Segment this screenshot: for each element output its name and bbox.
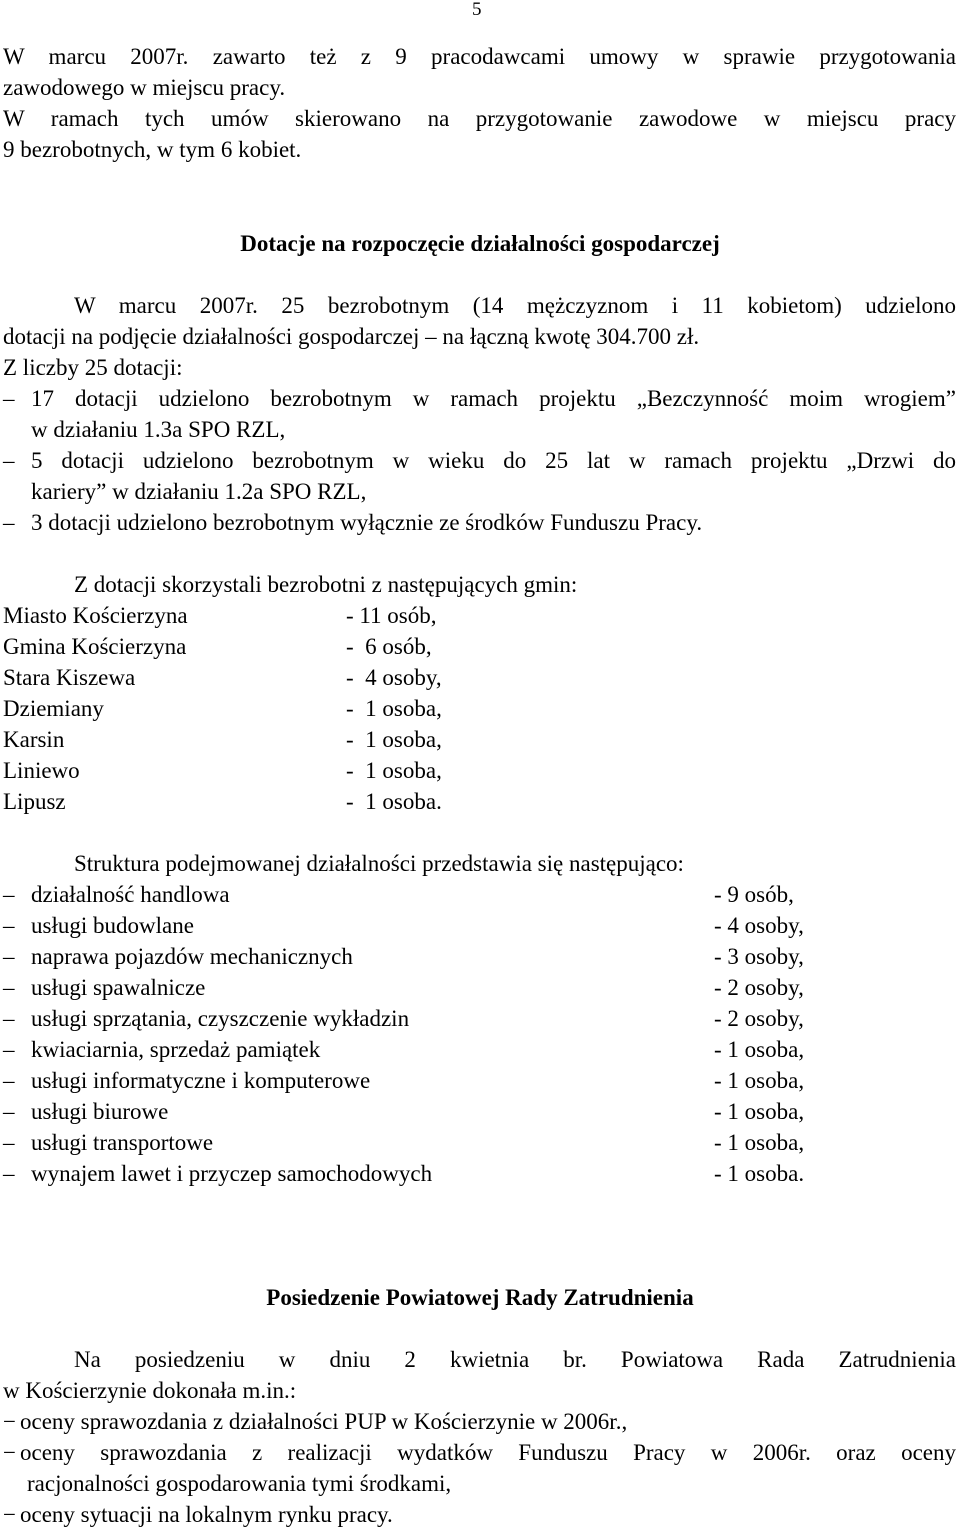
struktura-value: - 1 osoba, bbox=[714, 1068, 805, 1093]
gmina-name: Stara Kiszewa bbox=[3, 665, 136, 690]
struktura-value: - 2 osoby, bbox=[714, 975, 804, 1000]
list-item bbox=[3, 383, 956, 445]
list-item-line-1: oceny sprawozdania z realizacji wydatków Funduszu Pracy w 2006r. oraz oceny bbox=[20, 1440, 956, 1465]
struktura-value: - 1 osoba, bbox=[714, 1130, 805, 1155]
gmina-value: - 4 osoby, bbox=[346, 665, 442, 690]
posiedzenie-para-line-2: w Kościerzynie dokonała m.in.: bbox=[3, 1378, 297, 1403]
struktura-name: usługi spawalnicze bbox=[31, 975, 206, 1000]
dash-marker: – bbox=[3, 448, 15, 473]
gmina-value: - 11 osób, bbox=[346, 603, 437, 628]
dash-marker: − bbox=[3, 1409, 16, 1434]
struktura-value: - 4 osoby, bbox=[714, 913, 804, 938]
list-item bbox=[3, 445, 956, 507]
posiedzenie-para-line-1: Na posiedzeniu w dniu 2 kwietnia br. Powiatowa Rada Zatrudnienia bbox=[74, 1347, 956, 1372]
dotacje-para-line-2: dotacji na podjęcie działalności gospodarczej – na łączną kwotę 304.700 zł. bbox=[3, 324, 700, 349]
struktura-name: usługi biurowe bbox=[31, 1099, 169, 1124]
struktura-name: usługi sprzątania, czyszczenie wykładzin bbox=[31, 1006, 410, 1031]
list-item-line-1: 17 dotacji udzielono bezrobotnym w ramach projektu „Bezczynność moim wrogiem” bbox=[31, 386, 956, 411]
dash-marker: – bbox=[3, 1130, 15, 1155]
gminy-intro: Z dotacji skorzystali bezrobotni z następujących gmin: bbox=[74, 572, 578, 597]
gmina-name: Karsin bbox=[3, 727, 65, 752]
gmina-value: - 6 osób, bbox=[346, 634, 432, 659]
dash-marker: – bbox=[3, 944, 15, 969]
dotacje-count-line: Z liczby 25 dotacji: bbox=[3, 355, 183, 380]
section-heading-dotacje: Dotacje na rozpoczęcie działalności gospodarczej bbox=[240, 231, 720, 256]
intro-line-2: zawodowego w miejscu pracy. bbox=[3, 75, 286, 100]
list-item-line-1: oceny sytuacji na lokalnym rynku pracy. bbox=[20, 1502, 393, 1527]
dash-marker: – bbox=[3, 1037, 15, 1062]
list-item-line-1: 3 dotacji udzielono bezrobotnym wyłącznie ze środków Funduszu Pracy. bbox=[31, 510, 703, 535]
page-number: 5 bbox=[472, 0, 482, 20]
struktura-value: - 3 osoby, bbox=[714, 944, 804, 969]
dash-marker: − bbox=[3, 1502, 16, 1527]
struktura-intro: Struktura podejmowanej działalności przedstawia się następująco: bbox=[74, 851, 684, 876]
struktura-name: usługi budowlane bbox=[31, 913, 194, 938]
gmina-value: - 1 osoba. bbox=[346, 789, 442, 814]
struktura-value: - 1 osoba. bbox=[714, 1161, 805, 1186]
gmina-name: Dziemiany bbox=[3, 696, 104, 721]
intro-line-3: W ramach tych umów skierowano na przygotowanie zawodowe w miejscu pracy bbox=[3, 106, 956, 131]
struktura-name: usługi transportowe bbox=[31, 1130, 214, 1155]
list-item bbox=[3, 507, 956, 538]
dash-marker: – bbox=[3, 882, 15, 907]
gmina-value: - 1 osoba, bbox=[346, 727, 442, 752]
struktura-name: usługi informatyczne i komputerowe bbox=[31, 1068, 371, 1093]
gmina-value: - 1 osoba, bbox=[346, 696, 442, 721]
struktura-value: - 1 osoba, bbox=[714, 1037, 805, 1062]
struktura-name: naprawa pojazdów mechanicznych bbox=[31, 944, 353, 969]
dash-marker: – bbox=[3, 1068, 15, 1093]
gmina-name: Gmina Kościerzyna bbox=[3, 634, 187, 659]
intro-line-1: W marcu 2007r. zawarto też z 9 pracodawcami umowy w sprawie przygotowania bbox=[3, 44, 956, 69]
struktura-name: wynajem lawet i przyczep samochodowych bbox=[31, 1161, 433, 1186]
struktura-value: - 9 osób, bbox=[714, 882, 794, 907]
list-item bbox=[3, 1437, 956, 1499]
struktura-value: - 2 osoby, bbox=[714, 1006, 804, 1031]
dash-marker: – bbox=[3, 1006, 15, 1031]
dash-marker: – bbox=[3, 913, 15, 938]
gmina-name: Liniewo bbox=[3, 758, 80, 783]
dotacje-para-line-1: W marcu 2007r. 25 bezrobotnym (14 mężczyznom i 11 kobietom) udzielono bbox=[74, 293, 956, 318]
gmina-value: - 1 osoba, bbox=[346, 758, 442, 783]
list-item-line-2: racjonalności gospodarowania tymi środkami, bbox=[27, 1471, 452, 1496]
struktura-name: kwiaciarnia, sprzedaż pamiątek bbox=[31, 1037, 321, 1062]
dash-marker: – bbox=[3, 386, 15, 411]
dash-marker: − bbox=[3, 1440, 16, 1465]
list-item-line-1: oceny sprawozdania z działalności PUP w Kościerzynie w 2006r., bbox=[20, 1409, 628, 1434]
dash-marker: – bbox=[3, 1099, 15, 1124]
intro-line-4: 9 bezrobotnych, w tym 6 kobiet. bbox=[3, 137, 302, 162]
struktura-value: - 1 osoba, bbox=[714, 1099, 805, 1124]
section-heading-posiedzenie: Posiedzenie Powiatowej Rady Zatrudnienia bbox=[266, 1285, 694, 1310]
dash-marker: – bbox=[3, 1161, 15, 1186]
dash-marker: – bbox=[3, 975, 15, 1000]
dash-marker: – bbox=[3, 510, 15, 535]
gmina-name: Lipusz bbox=[3, 789, 66, 814]
list-item-line-2: w działaniu 1.3a SPO RZL, bbox=[31, 417, 286, 442]
gmina-name: Miasto Kościerzyna bbox=[3, 603, 188, 628]
list-item-line-1: 5 dotacji udzielono bezrobotnym w wieku do 25 lat w ramach projektu „Drzwi do bbox=[31, 448, 956, 473]
struktura-name: działalność handlowa bbox=[31, 882, 230, 907]
list-item-line-2: kariery” w działaniu 1.2a SPO RZL, bbox=[31, 479, 367, 504]
